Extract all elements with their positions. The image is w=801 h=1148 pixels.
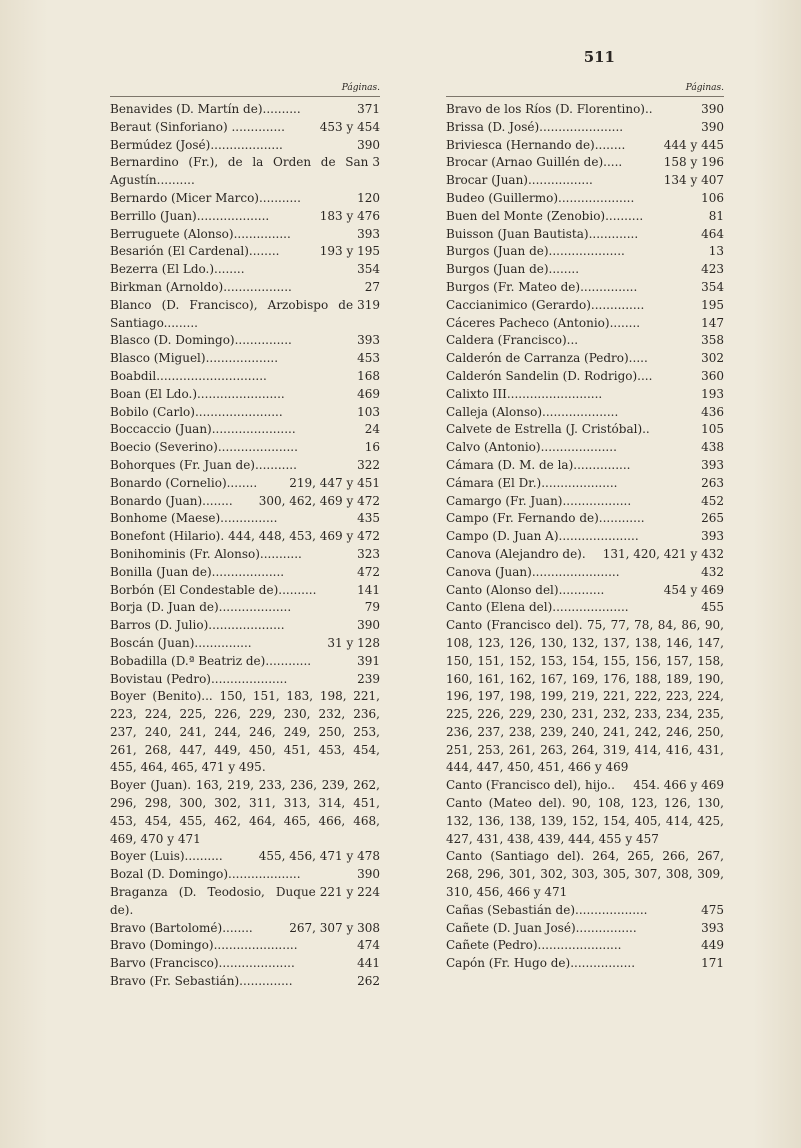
entry-name: Cañete (D. Juan José)................ bbox=[446, 920, 637, 935]
entry-pages: 267, 307 y 308 bbox=[289, 920, 380, 935]
entry-pages: 354 bbox=[701, 279, 724, 294]
entry-pages: 150, 151, 183, 198, 221, 223, 224, 225, 226, 229, 230, 232, 236, 237, 240, 241, 244, 246, 249, 250, 253, 261, 268, 447, 449, 450, 451, 453, 454, 455, 464, 465, 471 y 495. bbox=[110, 689, 380, 775]
entry-pages: 455 bbox=[701, 600, 724, 615]
entry-name: Boan (El Ldo.)....................... bbox=[110, 386, 285, 401]
entry-pages: 449 bbox=[701, 938, 724, 953]
entry-pages: 393 bbox=[701, 457, 724, 472]
index-entry bbox=[446, 493, 724, 511]
entry-name: Calderón de Carranza (Pedro)..... bbox=[446, 351, 648, 366]
index-entry bbox=[446, 332, 724, 350]
entry-pages: 441 bbox=[357, 956, 380, 971]
entry-list-left bbox=[110, 101, 380, 991]
entry-name: Cañas (Sebastián de)................... bbox=[446, 902, 648, 917]
entry-name: Boyer (Luis).......... bbox=[110, 849, 223, 864]
entry-pages: 158 y 196 bbox=[663, 155, 724, 170]
entry-name: Campo (D. Juan A)..................... bbox=[446, 529, 639, 544]
entry-name: Canto (Francisco del). bbox=[446, 618, 588, 633]
entry-name: Bobadilla (D.ª Beatriz de)............ bbox=[110, 653, 312, 668]
entry-pages: 171 bbox=[701, 956, 724, 971]
entry-pages: 360 bbox=[701, 368, 724, 383]
entry-name: Braganza (D. Teodosio, Duque de). bbox=[110, 885, 316, 917]
entry-name: Besarión (El Cardenal)........ bbox=[110, 244, 280, 259]
index-entry bbox=[110, 564, 380, 582]
index-entry bbox=[110, 884, 380, 920]
entry-pages: 27 bbox=[364, 279, 380, 294]
entry-name: Bohorques (Fr. Juan de)........... bbox=[110, 457, 297, 472]
index-entry bbox=[110, 243, 380, 261]
entry-pages: 371 bbox=[357, 102, 380, 116]
entry-pages: 393 bbox=[701, 920, 724, 935]
index-entry bbox=[446, 226, 724, 244]
entry-pages: 438 bbox=[701, 440, 724, 455]
index-entry bbox=[110, 261, 380, 279]
index-entry bbox=[110, 119, 380, 137]
index-entry bbox=[446, 617, 724, 777]
entry-pages: 262 bbox=[357, 974, 380, 989]
entry-pages: 323 bbox=[357, 546, 380, 561]
index-entry bbox=[110, 599, 380, 617]
entry-list-right bbox=[446, 101, 724, 973]
index-entry bbox=[110, 510, 380, 528]
entry-pages: 452 bbox=[701, 493, 724, 508]
entry-pages: 239 bbox=[357, 671, 380, 686]
index-entry bbox=[446, 208, 724, 226]
entry-name: Blanco (D. Francisco), Arzobispo de Santiago......... bbox=[110, 297, 354, 330]
entry-pages: 393 bbox=[701, 529, 724, 544]
entry-pages: 322 bbox=[357, 457, 380, 472]
index-entry bbox=[446, 475, 724, 493]
entry-name: Campo (Fr. Fernando de)............ bbox=[446, 511, 645, 526]
entry-pages: 193 bbox=[701, 386, 724, 401]
entry-pages: 432 bbox=[701, 564, 724, 579]
index-entry bbox=[446, 848, 724, 901]
entry-name: Buisson (Juan Bautista)............. bbox=[446, 226, 639, 241]
entry-pages: 147 bbox=[701, 315, 724, 330]
index-entry bbox=[446, 404, 724, 422]
index-entry bbox=[446, 510, 724, 528]
index-entry bbox=[446, 154, 724, 172]
entry-pages: 444, 448, 453, 469 y 472 bbox=[228, 529, 380, 544]
index-entry bbox=[110, 546, 380, 564]
index-entry bbox=[446, 439, 724, 457]
entry-name: Camargo (Fr. Juan).................. bbox=[446, 493, 632, 508]
entry-pages: 103 bbox=[357, 404, 380, 419]
index-entry bbox=[110, 332, 380, 350]
entry-name: Berrillo (Juan)................... bbox=[110, 208, 270, 223]
entry-name: Bonilla (Juan de)................... bbox=[110, 564, 285, 579]
entry-name: Bravo (Domingo)...................... bbox=[110, 938, 298, 953]
entry-name: Brocar (Juan)................. bbox=[446, 173, 593, 188]
entry-pages: 141 bbox=[357, 582, 380, 597]
index-entry bbox=[110, 671, 380, 689]
index-entry bbox=[110, 386, 380, 404]
index-entry bbox=[446, 315, 724, 333]
entry-pages: 134 y 407 bbox=[663, 173, 724, 188]
entry-name: Caccianimico (Gerardo).............. bbox=[446, 297, 645, 312]
entry-pages: 469 bbox=[357, 386, 380, 401]
index-entry bbox=[110, 404, 380, 422]
entry-name: Canova (Alejandro de). bbox=[446, 546, 586, 561]
entry-pages: 390 bbox=[357, 137, 380, 152]
entry-pages: 390 bbox=[357, 867, 380, 882]
entry-pages: 453 y 454 bbox=[319, 119, 380, 134]
entry-pages: 354 bbox=[357, 262, 380, 277]
entry-pages: 390 bbox=[701, 102, 724, 116]
entry-pages: 131, 420, 421 y 432 bbox=[602, 546, 724, 561]
entry-name: Bernardino (Fr.), de la Orden de San Agustín.......... bbox=[110, 155, 369, 188]
entry-pages: 455, 456, 471 y 478 bbox=[258, 849, 380, 864]
index-entry bbox=[446, 261, 724, 279]
entry-pages: 105 bbox=[701, 422, 724, 437]
entry-name: Borja (D. Juan de)................... bbox=[110, 600, 292, 615]
index-entry bbox=[446, 528, 724, 546]
index-entry bbox=[110, 439, 380, 457]
entry-name: Canto (Mateo del). bbox=[446, 796, 573, 811]
index-entry bbox=[446, 279, 724, 297]
index-entry bbox=[110, 475, 380, 493]
entry-name: Bermúdez (José)................... bbox=[110, 137, 283, 152]
entry-pages: 472 bbox=[357, 564, 380, 579]
index-column-right bbox=[446, 80, 724, 973]
entry-name: Benavides (D. Martín de).......... bbox=[110, 102, 301, 116]
entry-name: Briviesca (Hernando de)........ bbox=[446, 137, 626, 152]
index-entry bbox=[110, 973, 380, 991]
entry-pages: 81 bbox=[708, 208, 724, 223]
index-entry bbox=[446, 777, 724, 795]
entry-name: Boccaccio (Juan)...................... bbox=[110, 422, 296, 437]
index-entry bbox=[110, 350, 380, 368]
entry-pages: 193 y 195 bbox=[319, 244, 380, 259]
entry-pages: 263 bbox=[701, 475, 724, 490]
page-number: 511 bbox=[583, 48, 615, 66]
index-entry bbox=[446, 599, 724, 617]
entry-name: Birkman (Arnoldo).................. bbox=[110, 279, 292, 294]
entry-name: Bonardo (Cornelio)........ bbox=[110, 475, 258, 490]
index-entry bbox=[446, 190, 724, 208]
entry-pages: 3 bbox=[372, 155, 380, 170]
entry-name: Berruguete (Alonso)............... bbox=[110, 226, 291, 241]
entry-pages: 453 bbox=[357, 351, 380, 366]
index-column-left bbox=[110, 80, 380, 991]
entry-name: Canto (Alonso del)............ bbox=[446, 582, 605, 597]
index-entry bbox=[110, 528, 380, 546]
entry-pages: 393 bbox=[357, 226, 380, 241]
index-entry bbox=[446, 937, 724, 955]
entry-name: Cámara (El Dr.).................... bbox=[446, 475, 618, 490]
entry-name: Calvo (Antonio).................... bbox=[446, 440, 617, 455]
entry-pages: 75, 77, 78, 84, 86, 90, 108, 123, 126, 130, 132, 137, 138, 146, 147, 150, 151, 152, 153, 154, 155, 156, 157, 158, 160, 161, 162, 167, 169, 176, 188, 189, 190, 196, 197, 198, 199, 219, 221, 222, 223, 224, 225, 226, 229, 230, 231, 232, 233, 234, 235, 236, 237, 238, 239, 240, 241, 242, 246, 250, 251, 253, 261, 263, 264, 319, 414, 416, 431, 444, 447, 450, 451, 466 y 469 bbox=[446, 618, 724, 775]
entry-name: Calderón Sandelin (D. Rodrigo).... bbox=[446, 368, 653, 383]
entry-name: Blasco (Miguel)................... bbox=[110, 351, 279, 366]
entry-pages: 120 bbox=[357, 190, 380, 205]
entry-name: Bravo de los Ríos (D. Florentino).. bbox=[446, 102, 653, 116]
entry-pages: 106 bbox=[701, 190, 724, 205]
index-entry bbox=[110, 368, 380, 386]
entry-name: Bonhome (Maese)............... bbox=[110, 511, 278, 526]
entry-name: Burgos (Juan de)........ bbox=[446, 262, 580, 277]
entry-name: Budeo (Guillermo).................... bbox=[446, 190, 635, 205]
entry-name: Calleja (Alonso).................... bbox=[446, 404, 619, 419]
entry-pages: 390 bbox=[701, 119, 724, 134]
entry-name: Bravo (Fr. Sebastián).............. bbox=[110, 974, 293, 989]
entry-name: Cámara (D. M. de la)............... bbox=[446, 457, 631, 472]
index-entry bbox=[110, 154, 380, 190]
entry-pages: 265 bbox=[701, 511, 724, 526]
entry-pages: 24 bbox=[364, 422, 380, 437]
index-entry bbox=[110, 848, 380, 866]
index-entry bbox=[110, 920, 380, 938]
entry-pages: 221 y 224 bbox=[319, 885, 380, 900]
entry-pages: 264, 265, 266, 267, 268, 296, 301, 302, 303, 305, 307, 308, 309, 310, 456, 466 y 471 bbox=[446, 849, 724, 900]
index-entry bbox=[110, 955, 380, 973]
index-entry bbox=[446, 297, 724, 315]
entry-name: Borbón (El Condestable de).......... bbox=[110, 582, 317, 597]
column-header-right: Páginas. bbox=[446, 80, 724, 97]
index-entry bbox=[110, 226, 380, 244]
entry-pages: 358 bbox=[701, 333, 724, 348]
index-entry bbox=[110, 421, 380, 439]
index-entry bbox=[110, 777, 380, 848]
entry-name: Barvo (Francisco).................... bbox=[110, 956, 295, 971]
entry-name: Calvete de Estrella (J. Cristóbal).. bbox=[446, 422, 650, 437]
entry-name: Blasco (D. Domingo)............... bbox=[110, 333, 292, 348]
index-entry bbox=[446, 137, 724, 155]
index-entry bbox=[446, 243, 724, 261]
entry-pages: 475 bbox=[701, 902, 724, 917]
entry-name: Bovistau (Pedro).................... bbox=[110, 671, 288, 686]
entry-name: Bravo (Bartolomé)........ bbox=[110, 920, 253, 935]
entry-pages: 454. 466 y 469 bbox=[633, 778, 724, 793]
index-entry bbox=[446, 564, 724, 582]
entry-pages: 454 y 469 bbox=[663, 582, 724, 597]
entry-name: Bonefont (Hilario). bbox=[110, 529, 225, 544]
entry-pages: 391 bbox=[357, 653, 380, 668]
index-entry bbox=[446, 955, 724, 973]
entry-pages: 16 bbox=[364, 440, 380, 455]
entry-name: Bobilo (Carlo)....................... bbox=[110, 404, 283, 419]
entry-pages: 302 bbox=[701, 351, 724, 366]
entry-pages: 195 bbox=[701, 297, 724, 312]
index-entry bbox=[110, 190, 380, 208]
index-entry bbox=[446, 368, 724, 386]
index-entry bbox=[446, 582, 724, 600]
entry-pages: 300, 462, 469 y 472 bbox=[258, 493, 380, 508]
entry-pages: 79 bbox=[364, 600, 380, 615]
entry-pages: 219, 447 y 451 bbox=[289, 475, 380, 490]
entry-pages: 31 y 128 bbox=[327, 635, 380, 650]
entry-name: Cáceres Pacheco (Antonio)........ bbox=[446, 315, 641, 330]
index-entry bbox=[110, 582, 380, 600]
entry-name: Cañete (Pedro)...................... bbox=[446, 938, 622, 953]
entry-name: Beraut (Sinforiano) .............. bbox=[110, 119, 285, 134]
index-entry bbox=[110, 101, 380, 119]
index-entry bbox=[110, 866, 380, 884]
entry-pages: 464 bbox=[701, 226, 724, 241]
entry-pages: 163, 219, 233, 236, 239, 262, 296, 298, 300, 302, 311, 313, 314, 451, 453, 454, 455, 462, 464, 465, 466, 468, 469, 470 y 471 bbox=[110, 778, 380, 846]
index-entry bbox=[446, 101, 724, 119]
entry-name: Buen del Monte (Zenobio).......... bbox=[446, 208, 644, 223]
entry-name: Burgos (Juan de).................... bbox=[446, 244, 625, 259]
index-entry bbox=[446, 902, 724, 920]
index-entry bbox=[110, 297, 380, 333]
entry-name: Boecio (Severino)..................... bbox=[110, 440, 298, 455]
entry-pages: 423 bbox=[701, 262, 724, 277]
entry-pages: 444 y 445 bbox=[663, 137, 724, 152]
entry-pages: 90, 108, 123, 126, 130, 132, 136, 138, 139, 152, 154, 405, 414, 425, 427, 431, 438, 439, 444, 455 y 457 bbox=[446, 796, 724, 846]
entry-pages: 13 bbox=[708, 244, 724, 259]
index-entry bbox=[110, 653, 380, 671]
entry-name: Bonihominis (Fr. Alonso)........... bbox=[110, 546, 302, 561]
index-entry bbox=[446, 920, 724, 938]
entry-pages: 436 bbox=[701, 404, 724, 419]
entry-name: Calixto III......................... bbox=[446, 386, 603, 401]
column-header-left: Páginas. bbox=[110, 80, 380, 97]
index-entry bbox=[446, 421, 724, 439]
entry-name: Barros (D. Julio).................... bbox=[110, 618, 285, 633]
entry-name: Canova (Juan)....................... bbox=[446, 564, 620, 579]
entry-name: Bezerra (El Ldo.)........ bbox=[110, 262, 245, 277]
entry-name: Canto (Santiago del). bbox=[446, 849, 593, 864]
entry-name: Canto (Francisco del), hijo.. bbox=[446, 778, 615, 793]
entry-pages: 474 bbox=[357, 938, 380, 953]
index-entry bbox=[446, 386, 724, 404]
entry-name: Canto (Elena del).................... bbox=[446, 600, 629, 615]
entry-name: Boabdil............................. bbox=[110, 368, 267, 383]
index-entry bbox=[110, 617, 380, 635]
index-entry bbox=[110, 937, 380, 955]
entry-name: Boscán (Juan)............... bbox=[110, 635, 252, 650]
index-entry bbox=[110, 208, 380, 226]
entry-name: Bernardo (Micer Marco)........... bbox=[110, 190, 301, 205]
index-entry bbox=[446, 795, 724, 848]
entry-name: Brissa (D. José)...................... bbox=[446, 119, 624, 134]
index-entry bbox=[110, 137, 380, 155]
entry-pages: 183 y 476 bbox=[319, 208, 380, 223]
index-entry bbox=[446, 119, 724, 137]
index-entry bbox=[110, 279, 380, 297]
entry-pages: 390 bbox=[357, 618, 380, 633]
entry-pages: 435 bbox=[357, 511, 380, 526]
entry-name: Bozal (D. Domingo)................... bbox=[110, 867, 301, 882]
entry-name: Bonardo (Juan)........ bbox=[110, 493, 233, 508]
index-entry bbox=[110, 493, 380, 511]
entry-name: Burgos (Fr. Mateo de)............... bbox=[446, 279, 638, 294]
index-entry bbox=[110, 457, 380, 475]
index-entry bbox=[110, 635, 380, 653]
index-entry bbox=[110, 688, 380, 777]
index-entry bbox=[446, 546, 724, 564]
entry-name: Caldera (Francisco)... bbox=[446, 333, 579, 348]
index-entry bbox=[446, 172, 724, 190]
entry-name: Boyer (Juan). bbox=[110, 778, 196, 793]
index-entry bbox=[446, 457, 724, 475]
index-entry bbox=[446, 350, 724, 368]
entry-pages: 393 bbox=[357, 333, 380, 348]
entry-pages: 319 bbox=[357, 297, 380, 312]
entry-pages: 168 bbox=[357, 368, 380, 383]
entry-name: Capón (Fr. Hugo de)................. bbox=[446, 956, 636, 971]
entry-name: Boyer (Benito)... bbox=[110, 689, 220, 704]
entry-name: Brocar (Arnao Guillén de)..... bbox=[446, 155, 623, 170]
